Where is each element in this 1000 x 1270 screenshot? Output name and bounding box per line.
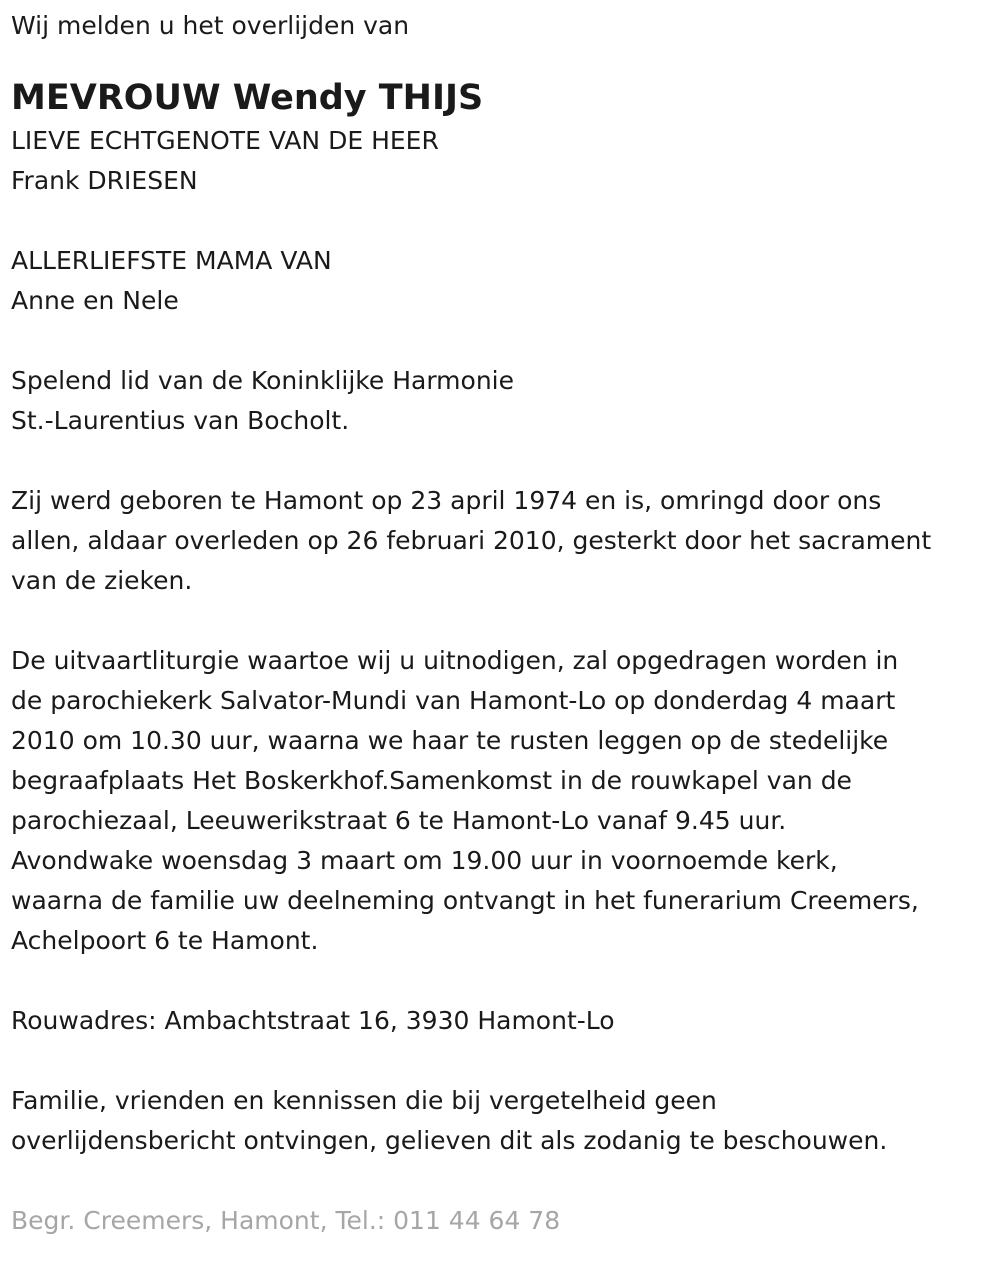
funeral-line: parochiezaal, Leeuwerikstraat 6 te Hamont-Lo vanaf 9.45 uur.: [11, 806, 787, 835]
undertaker-footer: Begr. Creemers, Hamont, Tel.: 011 44 64 78: [11, 1206, 561, 1235]
deceased-name: MEVROUW Wendy THIJS: [11, 78, 484, 118]
spacer: [11, 201, 996, 241]
spacer: [11, 1161, 996, 1201]
mourning-address: Rouwadres: Ambachtstraat 16, 3930 Hamont-Lo: [11, 1006, 615, 1035]
spacer: [11, 601, 996, 641]
funeral-line: De uitvaartliturgie waartoe wij u uitnodigen, zal opgedragen worden in: [11, 646, 899, 675]
death-notice: [11, 6, 996, 1241]
birth-death-line: allen, aldaar overleden op 26 februari 2010, gesterkt door het sacrament: [11, 526, 932, 555]
funeral-line: de parochiekerk Salvator-Mundi van Hamont-Lo op donderdag 4 maart: [11, 686, 896, 715]
children-heading: ALLERLIEFSTE MAMA VAN: [11, 246, 332, 275]
spouse-name: Frank DRIESEN: [11, 166, 198, 195]
funeral-line: 2010 om 10.30 uur, waarna we haar te rusten leggen op de stedelijke: [11, 726, 889, 755]
funeral-line: Avondwake woensdag 3 maart om 19.00 uur in voornoemde kerk,: [11, 846, 838, 875]
spacer: [11, 321, 996, 361]
spacer: [11, 961, 996, 1001]
spouse-heading: LIEVE ECHTGENOTE VAN DE HEER: [11, 126, 439, 155]
notice-line: Familie, vrienden en kennissen die bij vergetelheid geen: [11, 1086, 717, 1115]
funeral-line: waarna de familie uw deelneming ontvangt in het funerarium Creemers,: [11, 886, 919, 915]
notice-line: overlijdensbericht ontvingen, gelieven dit als zodanig te beschouwen.: [11, 1126, 888, 1155]
membership-line: Spelend lid van de Koninklijke Harmonie: [11, 366, 515, 395]
birth-death-line: Zij werd geboren te Hamont op 23 april 1974 en is, omringd door ons: [11, 486, 882, 515]
membership-line: St.-Laurentius van Bocholt.: [11, 406, 350, 435]
intro-text: Wij melden u het overlijden van: [11, 11, 410, 40]
birth-death-line: van de zieken.: [11, 566, 193, 595]
spacer: [11, 441, 996, 481]
spacer: [11, 1041, 996, 1081]
children-names: Anne en Nele: [11, 286, 179, 315]
funeral-line: begraafplaats Het Boskerkhof.Samenkomst in de rouwkapel van de: [11, 766, 852, 795]
funeral-line: Achelpoort 6 te Hamont.: [11, 926, 319, 955]
